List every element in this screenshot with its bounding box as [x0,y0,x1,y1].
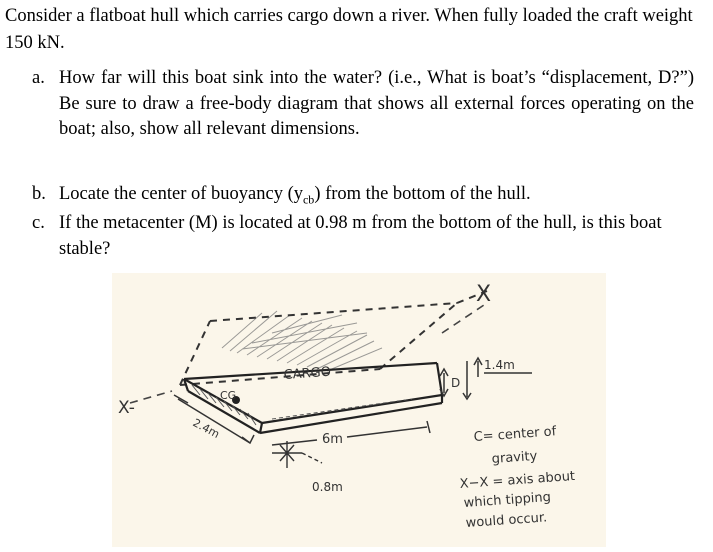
axis-right-label: X [476,282,492,307]
subscript-cb: cb [302,192,315,207]
question-text [59,182,531,213]
width-label: 2.4m [190,416,222,441]
question-text: If the metacenter (M) is located at 0.98 m from the bottom of the hull, is this boat stable? [59,213,662,259]
question-list [0,66,713,267]
length-dimension [272,421,430,445]
note-line: would occur. [465,510,548,531]
question-text-after: ) from the bottom of the hull. [314,184,531,204]
note-line: which tipping [463,489,552,511]
cg-label: CG [220,389,237,402]
note-line: C= center of [473,424,557,445]
question-a [0,66,713,182]
question-label: a. [32,68,45,88]
question-b [0,182,713,211]
note-line: gravity [491,448,538,467]
cargo-label: CARGO [283,364,332,383]
axis-left-label: X- [118,398,135,418]
height-label: 1.4m [484,358,515,372]
hull-sketch-drawing [112,273,606,547]
depth-symbol: D [451,376,461,390]
cargo-shading [222,311,382,371]
question-text-before: Locate the center of buoyancy (y [59,184,303,204]
question-c [0,211,713,267]
question-label: c. [32,213,45,233]
question-label: b. [32,184,46,204]
hull-sketch [112,273,606,547]
half-width-label: 0.8m [312,480,343,494]
tipping-axis [130,303,487,403]
problem-intro: Consider a flatboat hull which carries cargo down a river. When fully loaded the craft weight 150 kN. [5,6,693,53]
cargo-outline [180,291,487,385]
half-width-dimension [272,441,322,468]
question-text: How far will this boat sink into the water? (i.e., What is boat’s “displacement, D?”) Be sure to draw a free-body diagram that shows all external forces operating on the boat; also, show all relevant dimensions. [59,68,694,139]
length-label: 6m [322,432,343,447]
note-line: X−X = axis about [459,468,576,492]
